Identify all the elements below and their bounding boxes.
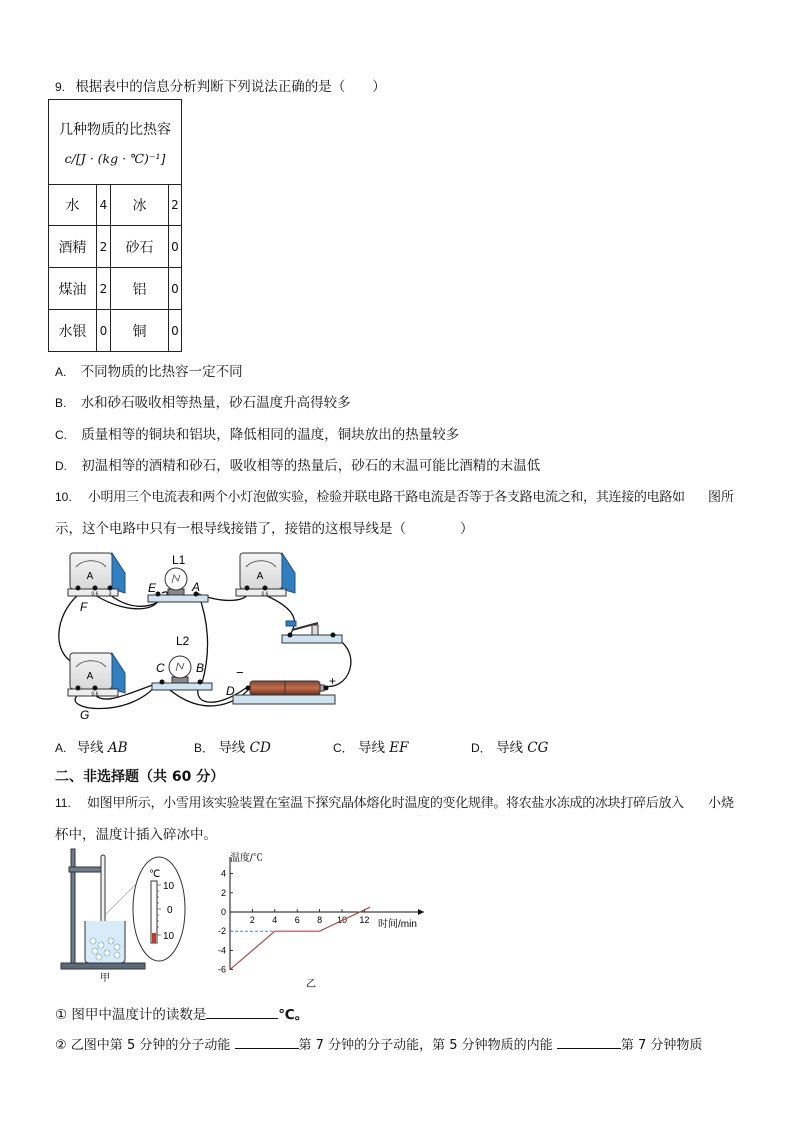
ammeter-symbol: A (256, 571, 264, 582)
q9-option-d[interactable] (55, 454, 540, 474)
thermo-tick: 0 (167, 905, 173, 916)
label-a: A (192, 580, 201, 594)
specific-heat-table (48, 99, 182, 352)
option-text: 水和砂石吸收相等热量，砂石温度升高得较多 (80, 395, 351, 411)
q9-option-a[interactable] (55, 360, 243, 380)
caption-yi: 乙 (306, 979, 316, 990)
table-row (49, 226, 182, 268)
q10-text: 小明用三个电流表和两个小灯泡做实验，检验并联电路干路电流是否等于各支路电流之和，其连接的电路如 (87, 490, 685, 505)
q9-option-b[interactable] (55, 391, 351, 411)
table-cell: 0 (169, 226, 182, 268)
table-unit: c/[J · (kg · ℃)⁻¹] (64, 150, 166, 166)
scale-label: 0.6 (91, 691, 99, 698)
option-letter: B. (55, 396, 67, 410)
table-cell: 2 (97, 226, 111, 268)
q10-line1 (55, 486, 685, 505)
q11-number: 11. (55, 796, 71, 810)
answer-blank-1[interactable] (206, 1006, 278, 1019)
sub1-unit: ℃。 (278, 1007, 309, 1023)
table-cell: 4 (97, 185, 111, 226)
q10-line1-tail: 图所 (708, 490, 735, 505)
option-letter: D. (55, 459, 67, 473)
table-cell: 2 (97, 268, 111, 310)
label-f: F (80, 600, 88, 614)
sub2-text: 5 (126, 1038, 136, 1053)
answer-blank-2[interactable] (235, 1036, 299, 1049)
x-tick-label: 10 (336, 915, 348, 925)
section-title: 二、非选择题（共 60 分） (55, 769, 225, 785)
option-text: 导线 (218, 740, 246, 756)
table-row (49, 310, 182, 352)
figure-jia-apparatus (55, 845, 190, 985)
thermo-tick: 10 (163, 931, 175, 942)
option-letter: A. (55, 365, 67, 379)
label-l1: L1 (172, 553, 186, 567)
y-tick-label: 4 (220, 868, 226, 879)
clamp (69, 867, 105, 872)
table-cell: 冰 (111, 185, 169, 226)
sub1-text: ① 图甲中温度计的读数是 (55, 1007, 207, 1023)
stand-rod (71, 849, 75, 963)
option-text: 不同物质的比热容一定不同 (80, 364, 243, 380)
table-cell: 酒精 (49, 226, 97, 268)
table-row (49, 185, 182, 226)
q10-option-c[interactable] (333, 736, 409, 756)
option-letter: A. (55, 741, 67, 755)
q9-number: 9. (55, 80, 66, 94)
terminal (108, 586, 113, 591)
battery-pack (233, 681, 335, 704)
label-g: G (80, 708, 90, 722)
x-axis-label: 时间/min (378, 919, 417, 930)
sub2-text: 分钟的分子动能 (139, 1038, 231, 1053)
sub2-text: 分钟的分子动能，第 (328, 1038, 446, 1053)
table-cell: 铜 (111, 310, 169, 352)
option-text: 质量相等的铜块和铝块，降低相同的温度，铜块放出的热量较多 (81, 427, 460, 443)
table-cell: 水银 (49, 310, 97, 352)
q11-line2: 杯中，温度计插入碎冰中。 (55, 827, 217, 843)
y-axis-label: 温度/℃ (230, 853, 263, 864)
q10-option-b[interactable] (194, 736, 271, 756)
q9-stem-text: 根据表中的信息分析判断下列说法正确的是（ ） (75, 79, 386, 95)
table-row (49, 268, 182, 310)
q10-option-a[interactable] (55, 736, 128, 756)
answer-blank-3[interactable] (557, 1036, 621, 1049)
figure-yi-chart (210, 845, 440, 990)
caption-jia: 甲 (100, 973, 110, 984)
battery-plus: + (329, 674, 337, 688)
option-letter: C. (55, 428, 67, 442)
q9-stem (55, 75, 386, 95)
label-e: E (148, 581, 157, 595)
circuit-diagram (50, 545, 360, 725)
label-d: D (226, 684, 235, 698)
scale-label: 0.6 (91, 591, 99, 598)
option-var: CG (527, 740, 549, 756)
label-b: B (196, 661, 205, 675)
y-tick-label: -2 (217, 926, 226, 937)
mercury-column (152, 933, 156, 943)
sub2-text: ② 乙图中第 (55, 1038, 123, 1053)
sub2-text: 第 7 分钟物质 (620, 1038, 703, 1053)
table-cell: 0 (169, 268, 182, 310)
table-cell: 铝 (111, 268, 169, 310)
q11-line1-tail: 小烧 (708, 796, 735, 811)
x-tick-label: 8 (317, 915, 323, 925)
ammeter-top-left (68, 553, 125, 598)
stand-base (61, 963, 145, 969)
x-tick-label: 6 (294, 915, 300, 925)
ammeter-bottom-left (68, 653, 125, 698)
ammeter-symbol: A (86, 571, 94, 582)
option-text: 导线 (357, 740, 385, 756)
option-text: 初温相等的酒精和砂石，吸收相等的热量后，砂石的末温可能比酒精的末温低 (81, 458, 541, 474)
table-cell: 2 (169, 185, 182, 226)
label-c: C (156, 661, 165, 675)
thermo-tick: 10 (163, 881, 175, 892)
q10-number: 10. (55, 490, 72, 504)
table-title: 几种物质的比热容 (59, 121, 171, 138)
option-var: EF (389, 740, 409, 756)
table-cell: 0 (97, 310, 111, 352)
option-var: AB (107, 740, 128, 756)
scale-label: 3 (108, 591, 112, 598)
option-text: 导线 (495, 740, 523, 756)
table-cell: 0 (169, 310, 182, 352)
option-var: CD (249, 740, 271, 756)
table-cell: 水 (49, 185, 97, 226)
option-text: 导线 (76, 740, 104, 756)
q11-text: 如图甲所示，小雪用该实验装置在室温下探究晶体熔化时温度的变化规律。将农盐水冻成的冰块打碎后放入 (86, 796, 684, 811)
sub2-text: 分钟物质的内能 (461, 1038, 553, 1053)
ammeter-symbol: A (86, 671, 94, 682)
option-letter: B． (194, 741, 215, 755)
q10-line2: 示，这个电路中只有一根导线接错了，接错的这根导线是（ ） (55, 521, 474, 537)
x-tick-label: 4 (272, 915, 278, 925)
option-letter: D． (471, 741, 492, 755)
y-tick-label: 0 (220, 907, 226, 917)
thermo-unit: ℃ (149, 869, 161, 880)
terminal (93, 586, 98, 591)
scale-label: 0.6 (261, 591, 269, 598)
q11-sub1 (55, 1003, 308, 1023)
table-cell: 砂石 (111, 226, 169, 268)
sub2-text: 第 (298, 1038, 312, 1053)
sub2-text: 7 (315, 1038, 324, 1053)
y-tick-label: -4 (217, 945, 226, 956)
sub2-text: 5 (449, 1038, 458, 1053)
q9-option-c[interactable] (55, 423, 459, 443)
y-tick-label: -6 (217, 964, 226, 975)
ammeter-top-right (236, 553, 295, 598)
label-l2: L2 (176, 634, 190, 648)
q11-line1 (55, 792, 684, 811)
option-letter: C． (333, 741, 354, 755)
y-tick-label: 2 (220, 887, 226, 898)
x-tick-label: 2 (249, 915, 255, 925)
x-tick-label: 12 (359, 915, 370, 925)
table-cell: 煤油 (49, 268, 97, 310)
terminal (76, 586, 81, 591)
q11-sub2 (55, 1034, 702, 1053)
q10-option-d[interactable] (471, 736, 548, 756)
battery-minus: − (236, 665, 244, 680)
table-header-cell (49, 100, 182, 185)
wire-meter-switch (265, 595, 294, 637)
